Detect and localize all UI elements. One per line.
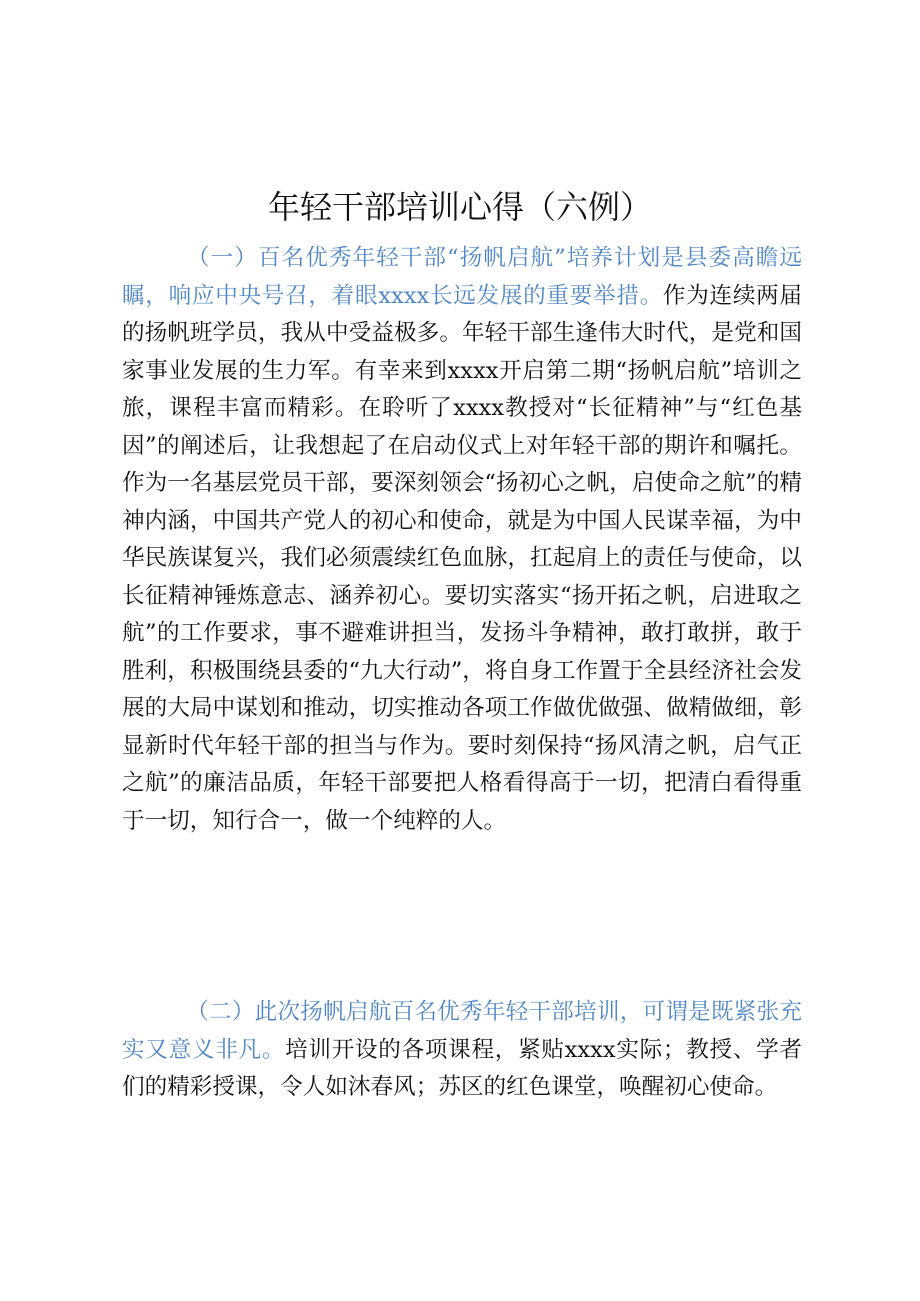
- document-title: 年轻干部培训心得（六例）: [267, 188, 652, 226]
- paragraph-2-body: 培训开设的各项课程，紧贴xxxx实际；教授、学者们的精彩授课，令人如沐春风；苏区的红色课堂，唤醒初心使命。: [122, 1036, 803, 1100]
- paragraph-1-body: 作为连续两届的扬帆班学员，我从中受益极多。年轻干部生逢伟大时代，是党和国家事业发展的生力军。有幸来到xxxx开启第二期“扬帆启航”培训之旅，课程丰富而精彩。在聆听了xxxx教授对“长征精神”与“红色基因”的阐述后，让我想起了在启动仪式上对年轻干部的期许和嘱托。作为一名基层党员干部，要深刻领会“扬初心之帆，启使命之航”的精神内涵，中国共产党人的初心和使命，就是为中国人民谋幸福，为中华民族谋复兴，我们必须震续红色血脉，扛起肩上的责任与使命，以长征精神锤炼意志、涵养初心。要切实落实“扬开拓之帆，启进取之航”的工作要求，事不避难讲担当，发扬斗争精神，敢打敢拼，敢于胜利，积极围绕县委的“九大行动”，将自身工作置于全县经济社会发展的大局中谋划和推动，切实推动各项工作做优做强、做精做细，彰显新时代年轻干部的担当与作为。要时刻保持“扬风清之帆，启气正之航”的廉洁品质，年轻干部要把人格看得高于一切，把清白看得重于一切，知行合一，做一个纯粹的人。: [122, 282, 803, 834]
- paragraph-2: [122, 994, 802, 1107]
- paragraph-2-lead: （二）此次扬帆启航百名优秀年轻干部培训，可谓是既紧张充实又意义非凡。: [122, 999, 802, 1063]
- paragraph-1-lead: （一）百名优秀年轻干部“扬帆启航”培养计划是县委高瞻远瞩，响应中央号召，着眼xxxx长远发展的重要举措。: [122, 245, 802, 309]
- paragraph-1: [122, 240, 802, 840]
